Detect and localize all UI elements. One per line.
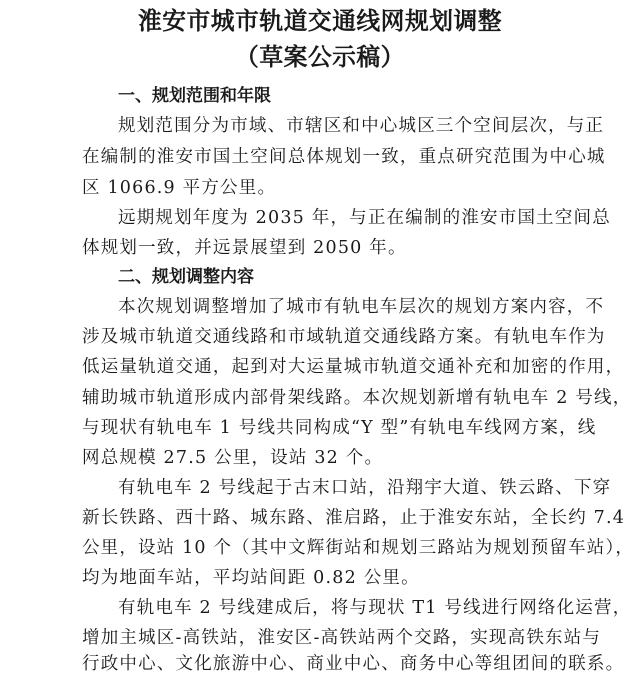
paragraph-line: 在编制的淮安市国土空间总体规划一致，重点研究范围为中心城: [82, 147, 606, 167]
paragraph-line: 与现状有轨电车 1 号线共同构成“Y 型”有轨电车线网方案，线: [82, 418, 597, 438]
paragraph-line: 低运量轨道交通，起到对大运量城市轨道交通补充和加密的作用，: [82, 357, 625, 377]
paragraph-line: 有轨电车 2 号线起于古末口站，沿翔宇大道、铁云路、下穿: [118, 478, 612, 498]
paragraph-line: 均为地面车站，平均站间距 0.82 公里。: [82, 568, 420, 588]
paragraph-line: 区 1066.9 平方公里。: [82, 178, 277, 198]
section-heading-content: 二、规划调整内容: [118, 267, 254, 287]
paragraph-line: 体规划一致，并远景展望到 2050 年。: [82, 238, 407, 258]
paragraph-line: 远期规划年度为 2035 年，与正在编制的淮安市国土空间总: [118, 208, 611, 228]
section-heading-scope: 一、规划范围和年限: [118, 86, 271, 106]
paragraph-line: 有轨电车 2 号线建成后，将与现状 T1 号线进行网络化运营，: [118, 598, 632, 618]
paragraph-line: 公里，设站 10 个（其中文辉街站和规划三路站为规划预留车站），: [82, 538, 635, 558]
document-title: 淮安市城市轨道交通线网规划调整: [137, 7, 503, 35]
paragraph-line: 规划范围分为市域、市辖区和中心城区三个空间层次，与正: [118, 116, 605, 136]
paragraph-line: 网总规模 27.5 公里，设站 32 个。: [82, 448, 384, 468]
paragraph-line: 增加主城区-高铁站，淮安区-高铁站两个交路，实现高铁东站与: [82, 628, 602, 648]
paragraph-line: 辅助城市轨道形成内部骨架线路。本次规划新增有轨电车 2 号线，: [82, 388, 632, 408]
document-subtitle: （草案公示稿）: [235, 43, 405, 71]
paragraph-line: 本次规划调整增加了城市有轨电车层次的规划方案内容，不: [118, 297, 605, 317]
paragraph-line: 涉及城市轨道交通线路和市域轨道交通线路方案。有轨电车作为: [82, 327, 606, 347]
paragraph-line: 新长铁路、西十路、城东路、淮启路，止于淮安东站，全长约 7.4: [82, 508, 626, 528]
paragraph-line: 行政中心、文化旅游中心、商业中心、商务中心等组团间的联系。: [82, 654, 625, 674]
